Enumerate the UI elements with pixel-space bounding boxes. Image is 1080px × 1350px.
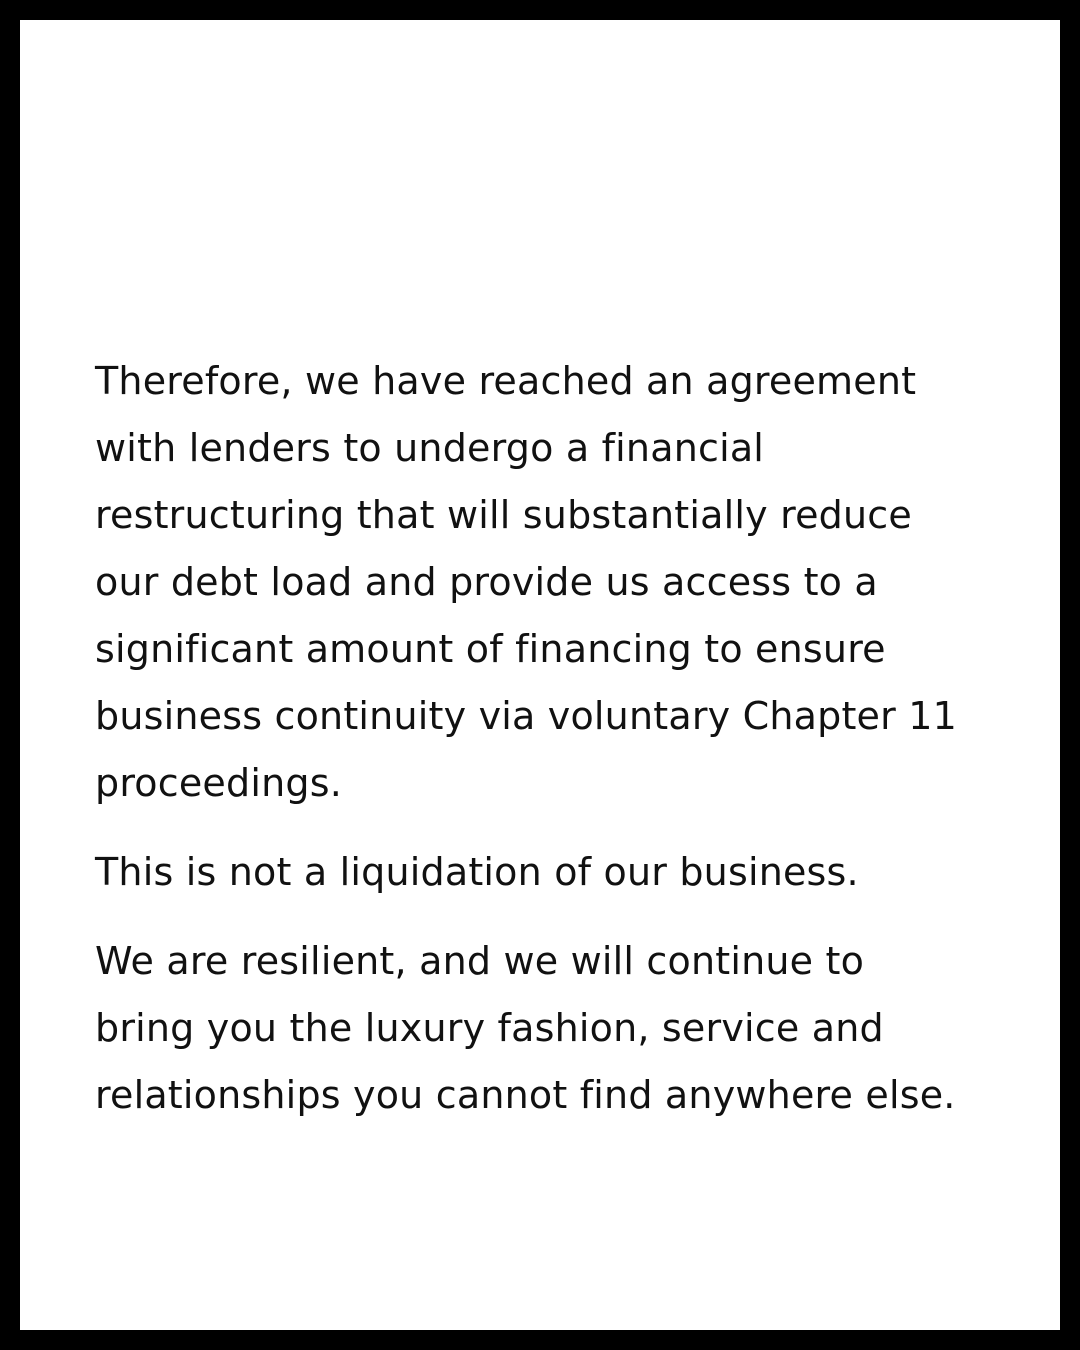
text-line: This is not a liquidation of our business. <box>95 850 859 894</box>
text-line: significant amount of financing to ensure <box>95 627 886 671</box>
statement-card <box>20 20 1060 1330</box>
text-line: Therefore, we have reached an agreement <box>95 359 917 403</box>
paragraph-not-liquidation <box>95 839 1025 906</box>
text-line: We are resilient, and we will continue to <box>95 939 865 983</box>
text-line: proceedings. <box>95 761 342 805</box>
text-line: our debt load and provide us access to a <box>95 560 878 604</box>
text-line: bring you the luxury fashion, service and <box>95 1006 884 1050</box>
text-line: business continuity via voluntary Chapter 11 <box>95 694 957 738</box>
text-line: with lenders to undergo a financial <box>95 426 765 470</box>
statement-text <box>95 348 1025 1129</box>
paragraph-resilient <box>95 928 1025 1129</box>
text-line: restructuring that will substantially reduce <box>95 493 912 537</box>
paragraph-restructuring <box>95 348 1025 817</box>
text-line: relationships you cannot find anywhere else. <box>95 1073 956 1117</box>
